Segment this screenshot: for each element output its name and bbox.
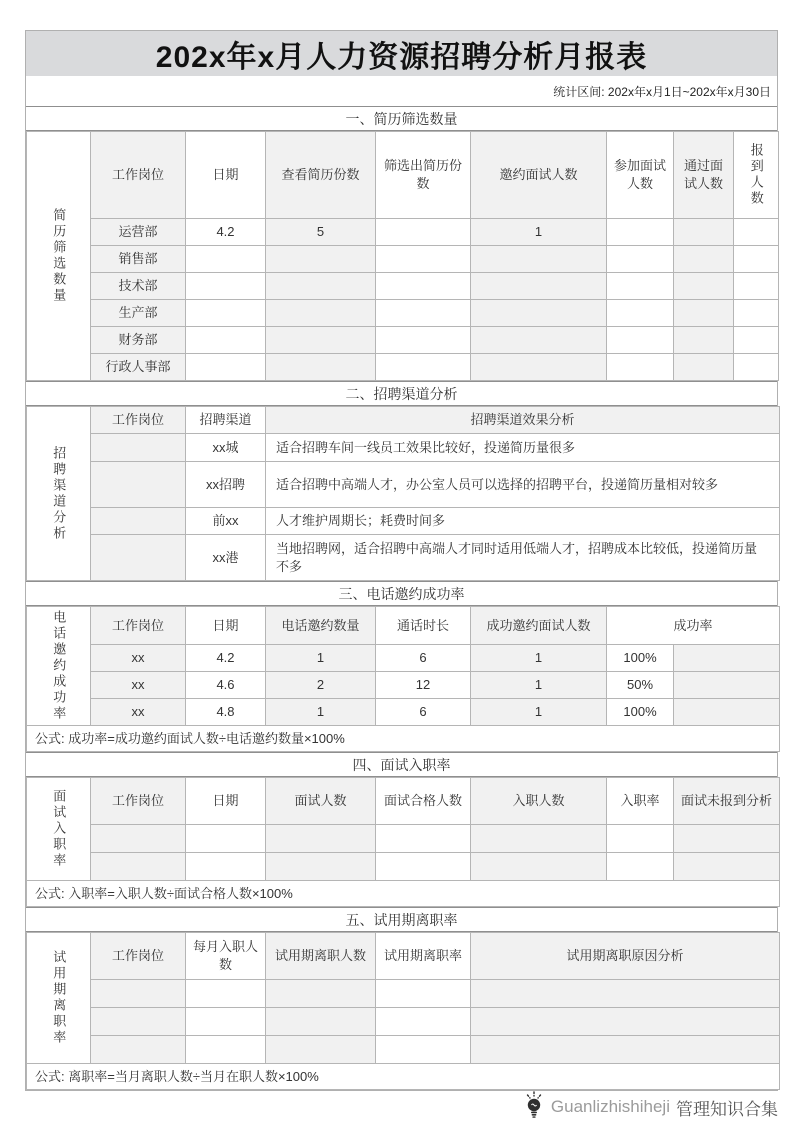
data-cell: [734, 273, 779, 300]
data-cell: 1: [471, 219, 607, 246]
header-cell: 工作岗位: [91, 607, 186, 645]
header-cell: 面试未报到分析: [674, 778, 780, 825]
report-sheet: [25, 30, 778, 1091]
probation-turnover-table: [26, 932, 780, 1090]
data-cell: [91, 508, 186, 535]
data-cell: [607, 219, 674, 246]
data-cell: [266, 980, 376, 1008]
header-cell: 通话时长: [376, 607, 471, 645]
header-cell: 邀约面试人数: [471, 132, 607, 219]
table-row: [27, 354, 779, 381]
data-cell: [607, 853, 674, 881]
table-row: [27, 1036, 780, 1064]
header-cell: 试用期离职人数: [266, 933, 376, 980]
data-cell: [186, 273, 266, 300]
data-cell: [376, 825, 471, 853]
data-cell: [186, 825, 266, 853]
data-cell: [186, 327, 266, 354]
data-cell: 5: [266, 219, 376, 246]
data-cell: [186, 300, 266, 327]
data-cell: 6: [376, 645, 471, 672]
data-cell: [674, 672, 780, 699]
header-cell: 成功邀约面试人数: [471, 607, 607, 645]
table-row: [27, 219, 779, 246]
data-cell: 当地招聘网，适合招聘中高端人才同时适用低端人才，招聘成本比较低，投递简历量不多: [266, 535, 780, 581]
header-cell: 电话邀约数量: [266, 607, 376, 645]
header-cell: 日期: [186, 778, 266, 825]
data-cell: [186, 246, 266, 273]
data-cell: [91, 434, 186, 462]
header-cell: 通过面试人数: [674, 132, 734, 219]
data-cell: [266, 273, 376, 300]
data-cell: 1: [471, 672, 607, 699]
data-cell: 1: [471, 699, 607, 726]
data-cell: 12: [376, 672, 471, 699]
header-cell: 查看简历份数: [266, 132, 376, 219]
table-row: [27, 462, 780, 508]
data-cell: 100%: [607, 645, 674, 672]
data-cell: 1: [266, 645, 376, 672]
data-cell: 财务部: [91, 327, 186, 354]
header-cell: 招聘渠道效果分析: [266, 407, 780, 434]
data-cell: [376, 354, 471, 381]
table-row: [27, 825, 780, 853]
header-cell: 工作岗位: [91, 778, 186, 825]
table-row: [27, 535, 780, 581]
brand-name-cn: 管理知识合集: [676, 1099, 778, 1119]
brand-footer: [523, 1092, 778, 1122]
formula-note: 公式: 成功率=成功邀约面试人数÷电话邀约数量×100%: [27, 726, 780, 752]
data-cell: [186, 853, 266, 881]
section-banner-4: 四、面试入职率: [26, 752, 777, 777]
resume-screening-table: [26, 131, 779, 381]
formula-row: [27, 726, 780, 752]
data-cell: [607, 246, 674, 273]
stats-period: 统计区间: 202x年x月1日~202x年x月30日: [26, 76, 777, 106]
data-cell: xx: [91, 699, 186, 726]
data-cell: [471, 825, 607, 853]
data-cell: [266, 354, 376, 381]
data-cell: [376, 1036, 471, 1064]
brand-name-latin: Guanlizhishiheji: [550, 1097, 670, 1116]
data-cell: [376, 246, 471, 273]
lightbulb-icon: [523, 1091, 545, 1124]
data-cell: 运营部: [91, 219, 186, 246]
data-cell: [186, 1008, 266, 1036]
data-cell: [376, 1008, 471, 1036]
formula-note: 公式: 离职率=当月离职人数÷当月在职人数×100%: [27, 1064, 780, 1090]
data-cell: xx: [91, 672, 186, 699]
table-row: [27, 1008, 780, 1036]
side-label: 简历筛选数量: [27, 132, 91, 381]
data-cell: [91, 1036, 186, 1064]
data-cell: xx港: [186, 535, 266, 581]
data-cell: [471, 1008, 780, 1036]
section-banner-5: 五、试用期离职率: [26, 907, 777, 932]
data-cell: [376, 273, 471, 300]
data-cell: 4.2: [186, 219, 266, 246]
data-cell: 适合招聘车间一线员工效果比较好，投递简历量很多: [266, 434, 780, 462]
table-row: [27, 645, 780, 672]
data-cell: [186, 1036, 266, 1064]
data-cell: [91, 462, 186, 508]
header-cell: 筛选出简历份数: [376, 132, 471, 219]
header-cell: 招聘渠道: [186, 407, 266, 434]
data-cell: [734, 300, 779, 327]
data-cell: 50%: [607, 672, 674, 699]
data-cell: 1: [471, 645, 607, 672]
data-cell: [734, 246, 779, 273]
formula-row: [27, 881, 780, 907]
data-cell: [91, 980, 186, 1008]
table-row: [27, 980, 780, 1008]
channel-analysis-table: [26, 406, 780, 581]
data-cell: [607, 273, 674, 300]
data-cell: [674, 219, 734, 246]
header-cell: 试用期离职原因分析: [471, 933, 780, 980]
data-cell: [91, 853, 186, 881]
phone-invite-table: [26, 606, 780, 752]
header-cell: 工作岗位: [91, 407, 186, 434]
data-cell: 前xx: [186, 508, 266, 535]
data-cell: xx: [91, 645, 186, 672]
data-cell: [674, 246, 734, 273]
data-cell: [471, 980, 780, 1008]
header-cell: 日期: [186, 132, 266, 219]
data-cell: [674, 853, 780, 881]
header-cell: 成功率: [607, 607, 780, 645]
data-cell: [607, 825, 674, 853]
data-cell: [266, 327, 376, 354]
header-cell: 试用期离职率: [376, 933, 471, 980]
data-cell: [266, 825, 376, 853]
data-cell: [376, 300, 471, 327]
table-row: [27, 699, 780, 726]
table-row: [27, 273, 779, 300]
section-banner-3: 三、电话邀约成功率: [26, 581, 777, 606]
data-cell: [186, 354, 266, 381]
data-cell: xx招聘: [186, 462, 266, 508]
data-cell: [734, 327, 779, 354]
data-cell: 2: [266, 672, 376, 699]
header-cell: 参加面试人数: [607, 132, 674, 219]
data-cell: [674, 645, 780, 672]
data-cell: [91, 825, 186, 853]
data-cell: [674, 354, 734, 381]
data-cell: [674, 300, 734, 327]
data-cell: 人才维护周期长；耗费时间多: [266, 508, 780, 535]
data-cell: [376, 327, 471, 354]
data-cell: xx城: [186, 434, 266, 462]
data-cell: [91, 1008, 186, 1036]
data-cell: [734, 354, 779, 381]
data-cell: 销售部: [91, 246, 186, 273]
page-title: 202x年x月人力资源招聘分析月报表: [26, 31, 777, 76]
data-cell: [674, 699, 780, 726]
data-cell: 生产部: [91, 300, 186, 327]
data-cell: [674, 273, 734, 300]
section-banner-2: 二、招聘渠道分析: [26, 381, 777, 406]
data-cell: [607, 354, 674, 381]
header-cell: 工作岗位: [91, 132, 186, 219]
data-cell: 100%: [607, 699, 674, 726]
data-cell: [674, 327, 734, 354]
data-cell: 6: [376, 699, 471, 726]
data-cell: [734, 219, 779, 246]
table-row: [27, 672, 780, 699]
side-label: 招聘渠道分析: [27, 407, 91, 581]
header-cell: 面试合格人数: [376, 778, 471, 825]
data-cell: [607, 327, 674, 354]
data-cell: [674, 825, 780, 853]
header-cell: 入职人数: [471, 778, 607, 825]
data-cell: [471, 853, 607, 881]
table-row: [27, 434, 780, 462]
side-label: 面试入职率: [27, 778, 91, 881]
data-cell: [266, 1036, 376, 1064]
header-cell: 工作岗位: [91, 933, 186, 980]
data-cell: [471, 246, 607, 273]
data-cell: [266, 853, 376, 881]
table-row: [27, 853, 780, 881]
table-row: [27, 246, 779, 273]
data-cell: 行政人事部: [91, 354, 186, 381]
data-cell: [471, 300, 607, 327]
data-cell: 技术部: [91, 273, 186, 300]
formula-row: [27, 1064, 780, 1090]
data-cell: [91, 535, 186, 581]
formula-note: 公式: 入职率=入职人数÷面试合格人数×100%: [27, 881, 780, 907]
data-cell: [471, 1036, 780, 1064]
header-cell: 日期: [186, 607, 266, 645]
section-banner-1: 一、简历筛选数量: [26, 106, 777, 131]
header-cell: 入职率: [607, 778, 674, 825]
data-cell: 适合招聘中高端人才，办公室人员可以选择的招聘平台，投递简历量相对较多: [266, 462, 780, 508]
interview-hire-table: [26, 777, 780, 907]
data-cell: 4.2: [186, 645, 266, 672]
data-cell: 4.6: [186, 672, 266, 699]
data-cell: 1: [266, 699, 376, 726]
data-cell: [266, 246, 376, 273]
data-cell: [266, 1008, 376, 1036]
header-cell: 报到人数: [734, 132, 779, 219]
data-cell: [376, 853, 471, 881]
data-cell: [266, 300, 376, 327]
data-cell: [471, 327, 607, 354]
table-row: [27, 327, 779, 354]
data-cell: [376, 219, 471, 246]
data-cell: 4.8: [186, 699, 266, 726]
data-cell: [471, 354, 607, 381]
header-cell: 面试人数: [266, 778, 376, 825]
data-cell: [186, 980, 266, 1008]
table-row: [27, 508, 780, 535]
data-cell: [471, 273, 607, 300]
side-label: 试用期离职率: [27, 933, 91, 1064]
data-cell: [607, 300, 674, 327]
table-row: [27, 300, 779, 327]
side-label: 电话邀约成功率: [27, 607, 91, 726]
data-cell: [376, 980, 471, 1008]
header-cell: 每月入职人数: [186, 933, 266, 980]
